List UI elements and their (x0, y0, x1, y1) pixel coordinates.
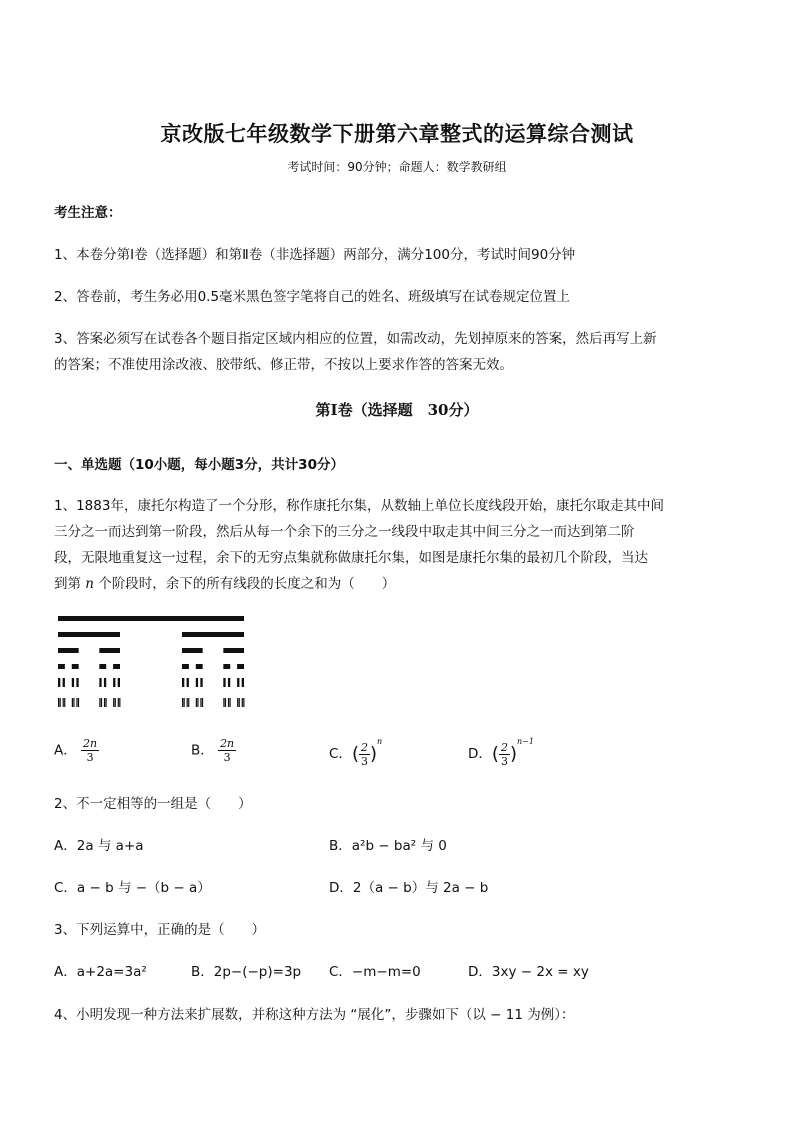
part-heading: 一、单选题（10小题，每小题3分，共计30分） (54, 457, 344, 473)
q1-option-d[interactable]: D．( $\frac{2}{3}$ )$^{n-1}$ (468, 737, 534, 768)
q1-line-4: 到第 n 个阶段时，余下的所有线段的长度之和为（ ） (54, 576, 396, 592)
q1-option-a-fraction: $\frac{2n}{3}$ (83, 737, 98, 764)
q3-option-a[interactable]: A．a+2a=3a² (54, 964, 147, 980)
cantor-segment-stage-5 (78, 698, 79, 707)
cantor-segment-stage-4 (200, 678, 202, 687)
cantor-segment-stage-5 (243, 698, 244, 707)
page-subtitle: 考试时间：90分钟；命题人：数学教研组 (287, 160, 507, 174)
cantor-segment-stage-3 (72, 664, 79, 669)
q1-line-2: 三分之一而达到第一阶段，然后从每一个余下的三分之一线段中取走其中间三分之一而达到第二阶 (54, 524, 635, 540)
notice-item-2: 2、答卷前，考生务必用0.5毫米黑色签字笔将自己的姓名、班级填写在试卷规定位置上 (54, 289, 571, 305)
cantor-segment-stage-5 (228, 698, 229, 707)
q1-line-1: 1、1883年，康托尔构造了一个分形，称作康托尔集，从数轴上单位长度线段开始，康托尔取走其中间 (54, 498, 664, 514)
cantor-segment-stage-3 (237, 664, 244, 669)
q1-option-a[interactable]: A． $\frac{2n}{3}$ (54, 737, 98, 764)
cantor-segment-stage-5 (202, 698, 203, 707)
cantor-segment-stage-5 (225, 698, 226, 707)
cantor-segment-stage-4 (118, 678, 120, 687)
notice-heading: 考生注意： (54, 205, 122, 221)
q2-option-a[interactable]: A．2a 与 a+a (54, 838, 144, 854)
q4-stem: 4、小明发现一种方法来扩展数，并称这种方法为 “展化”，步骤如下（以 − 11 为例）： (54, 1007, 575, 1023)
cantor-segment-stage-5 (119, 698, 120, 707)
cantor-segment-stage-5 (73, 698, 74, 707)
page-title: 京改版七年级数学下册第六章整式的运算综合测试 (160, 121, 634, 146)
cantor-segment-stage-5 (64, 698, 65, 707)
cantor-segment-stage-5 (242, 698, 243, 707)
cantor-segment-stage-4 (104, 678, 106, 687)
cantor-segment-stage-5 (72, 698, 73, 707)
q2-option-b[interactable]: B．a²b − ba² 与 0 (329, 838, 447, 854)
cantor-segment-stage-2 (223, 648, 244, 653)
cantor-segment-stage-4 (228, 678, 230, 687)
q1-option-c[interactable]: C．( $\frac{2}{3}$ )$^n$ (329, 737, 383, 768)
cantor-segment-stage-5 (197, 698, 198, 707)
cantor-set-figure (56, 612, 246, 712)
cantor-segment-stage-4 (63, 678, 65, 687)
cantor-segment-stage-2 (99, 648, 120, 653)
q1-option-c-fraction: $\frac{2}{3}$ (360, 740, 368, 768)
cantor-segment-stage-3 (196, 664, 203, 669)
cantor-segment-stage-3 (99, 664, 106, 669)
section-title: 第Ⅰ卷（选择题 30分） (315, 401, 479, 419)
cantor-segment-stage-5 (115, 698, 116, 707)
q2-option-c[interactable]: C．a − b 与 −（b − a） (54, 880, 211, 896)
cantor-segment-stage-5 (99, 698, 100, 707)
cantor-segment-stage-4 (182, 678, 184, 687)
cantor-segment-stage-5 (187, 698, 188, 707)
cantor-segment-stage-5 (76, 698, 77, 707)
cantor-segment-stage-5 (184, 698, 185, 707)
notice-item-3-cont: 的答案；不准使用涂改液、胶带纸、修正带，不按以上要求作答的答案无效。 (54, 357, 513, 373)
cantor-segment-stage-4 (187, 678, 189, 687)
cantor-segment-stage-5 (200, 698, 201, 707)
cantor-segment-stage-5 (118, 698, 119, 707)
cantor-segment-stage-5 (60, 698, 61, 707)
q2-option-d[interactable]: D．2（a − b）与 2a − b (329, 880, 489, 896)
cantor-segment-stage-4 (58, 678, 60, 687)
cantor-segment-stage-3 (223, 664, 230, 669)
cantor-segment-stage-2 (182, 648, 203, 653)
cantor-segment-stage-2 (58, 648, 79, 653)
notice-item-1: 1、本卷分第Ⅰ卷（选择题）和第Ⅱ卷（非选择题）两部分，满分100分，考试时间90分钟 (54, 247, 576, 263)
cantor-segment-stage-5 (182, 698, 183, 707)
q3-option-b[interactable]: B．2p−(−p)=3p (191, 964, 302, 980)
q1-option-b-fraction: $\frac{2n}{3}$ (220, 737, 235, 764)
q3-stem: 3、下列运算中，正确的是（ ） (54, 922, 266, 938)
cantor-segment-stage-5 (58, 698, 59, 707)
cantor-segment-stage-0 (58, 616, 244, 621)
q1-option-d-fraction: $\frac{2}{3}$ (500, 740, 508, 768)
cantor-segment-stage-5 (196, 698, 197, 707)
cantor-segment-stage-5 (229, 698, 230, 707)
cantor-segment-stage-4 (242, 678, 244, 687)
cantor-segment-stage-1 (182, 632, 244, 637)
cantor-segment-stage-4 (76, 678, 78, 687)
cantor-segment-stage-5 (188, 698, 189, 707)
cantor-segment-stage-5 (101, 698, 102, 707)
q1-option-b[interactable]: B． $\frac{2n}{3}$ (191, 737, 235, 764)
cantor-segment-stage-5 (105, 698, 106, 707)
cantor-segment-stage-5 (104, 698, 105, 707)
cantor-segment-stage-5 (223, 698, 224, 707)
cantor-segment-stage-4 (99, 678, 101, 687)
q3-option-c[interactable]: C．−m−m=0 (329, 964, 421, 980)
cantor-segment-stage-5 (113, 698, 114, 707)
cantor-segment-stage-4 (223, 678, 225, 687)
notice-item-3: 3、答案必须写在试卷各个题目指定区域内相应的位置，如需改动，先划掉原来的答案，然后再写上新 (54, 331, 657, 347)
cantor-segment-stage-4 (196, 678, 198, 687)
cantor-segment-stage-5 (239, 698, 240, 707)
q2-stem: 2、不一定相等的一组是（ ） (54, 796, 252, 812)
cantor-segment-stage-4 (72, 678, 74, 687)
q1-variable-n: n (85, 576, 94, 592)
cantor-segment-stage-4 (113, 678, 115, 687)
cantor-segment-stage-5 (237, 698, 238, 707)
cantor-segment-stage-1 (58, 632, 120, 637)
cantor-segment-stage-3 (58, 664, 65, 669)
q3-option-d[interactable]: D．3xy − 2x = xy (468, 964, 589, 980)
cantor-segment-stage-5 (63, 698, 64, 707)
cantor-segment-stage-3 (182, 664, 189, 669)
cantor-segment-stage-4 (237, 678, 239, 687)
q1-line-3: 段，无限地重复这一过程，余下的无穷点集就称做康托尔集，如图是康托尔集的最初几个阶段，当达 (54, 550, 648, 566)
cantor-segment-stage-3 (113, 664, 120, 669)
